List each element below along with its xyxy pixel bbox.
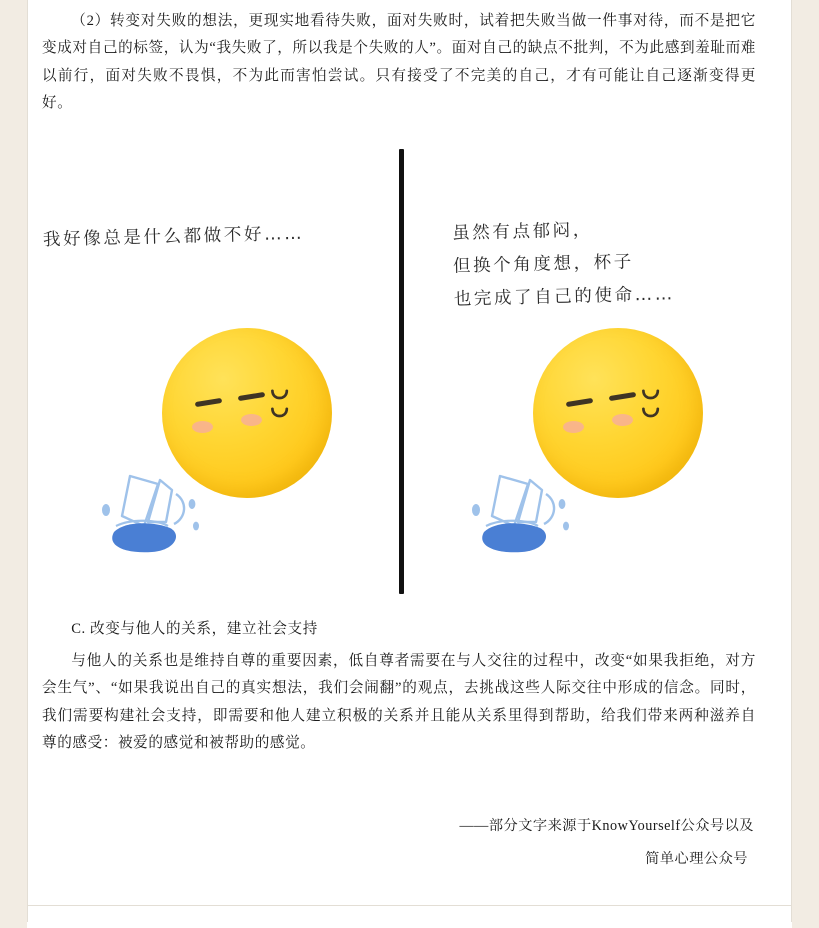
source-line-1: ——部分文字来源于KnowYourself公众号以及 [459,818,754,834]
wavy-mouth-icon [641,382,665,438]
section-heading-block [42,616,754,643]
left-cheek-blush [192,421,213,433]
right-caption-handwriting: 虽然有点郁闷， 但换个角度想，杯子 也完成了自己的使命…… [451,220,676,310]
source-attribution [42,810,754,876]
vertical-divider-line [399,149,404,594]
paragraph-block-top [42,8,756,118]
broken-cup-spill [466,470,596,565]
right-cheek-blush [241,414,262,426]
broken-cup-spill [96,470,226,565]
paragraph-1: （2）转变对失败的想法，更现实地看待失败，面对失败时，试着把失败当做一件事对待，而不是把它变成对自己的标签，认为“我失败了，所以我是个失败的人”。面对自己的缺点不批判，不为此感到羞耻而难以前行，面对失败不畏惧，不为此而害怕尝试。只有接受了不完美的自己，才有可能让自己逐渐变得更好。 [42,13,756,112]
wavy-mouth-icon [270,382,294,438]
page-bottom-edge [27,922,792,928]
right-cheek-blush [612,414,633,426]
illustration-figure [28,140,788,605]
paragraph-2: 与他人的关系也是维持自尊的重要因素，低自尊者需要在与人交往的过程中，改变“如果我拒绝，对方会生气”、“如果我说出自己的真实想法，我们会闹翻”的观点，去挑战这些人际交往中形成的信念。同时，我们需要构建社会支持，即需要和他人建立积极的关系并且能从关系里得到帮助，给我们带来两种滋养自尊的感受：被爱的感觉和被帮助的感觉。 [42,653,756,752]
left-caption-handwriting: 我好像总是什么都做不好…… [42,223,305,251]
source-line-2: 简单心理公众号 [645,851,748,867]
heading-c: C. 改变与他人的关系，建立社会支持 [71,621,318,637]
paragraph-block-bottom [42,648,756,758]
left-cheek-blush [563,421,584,433]
